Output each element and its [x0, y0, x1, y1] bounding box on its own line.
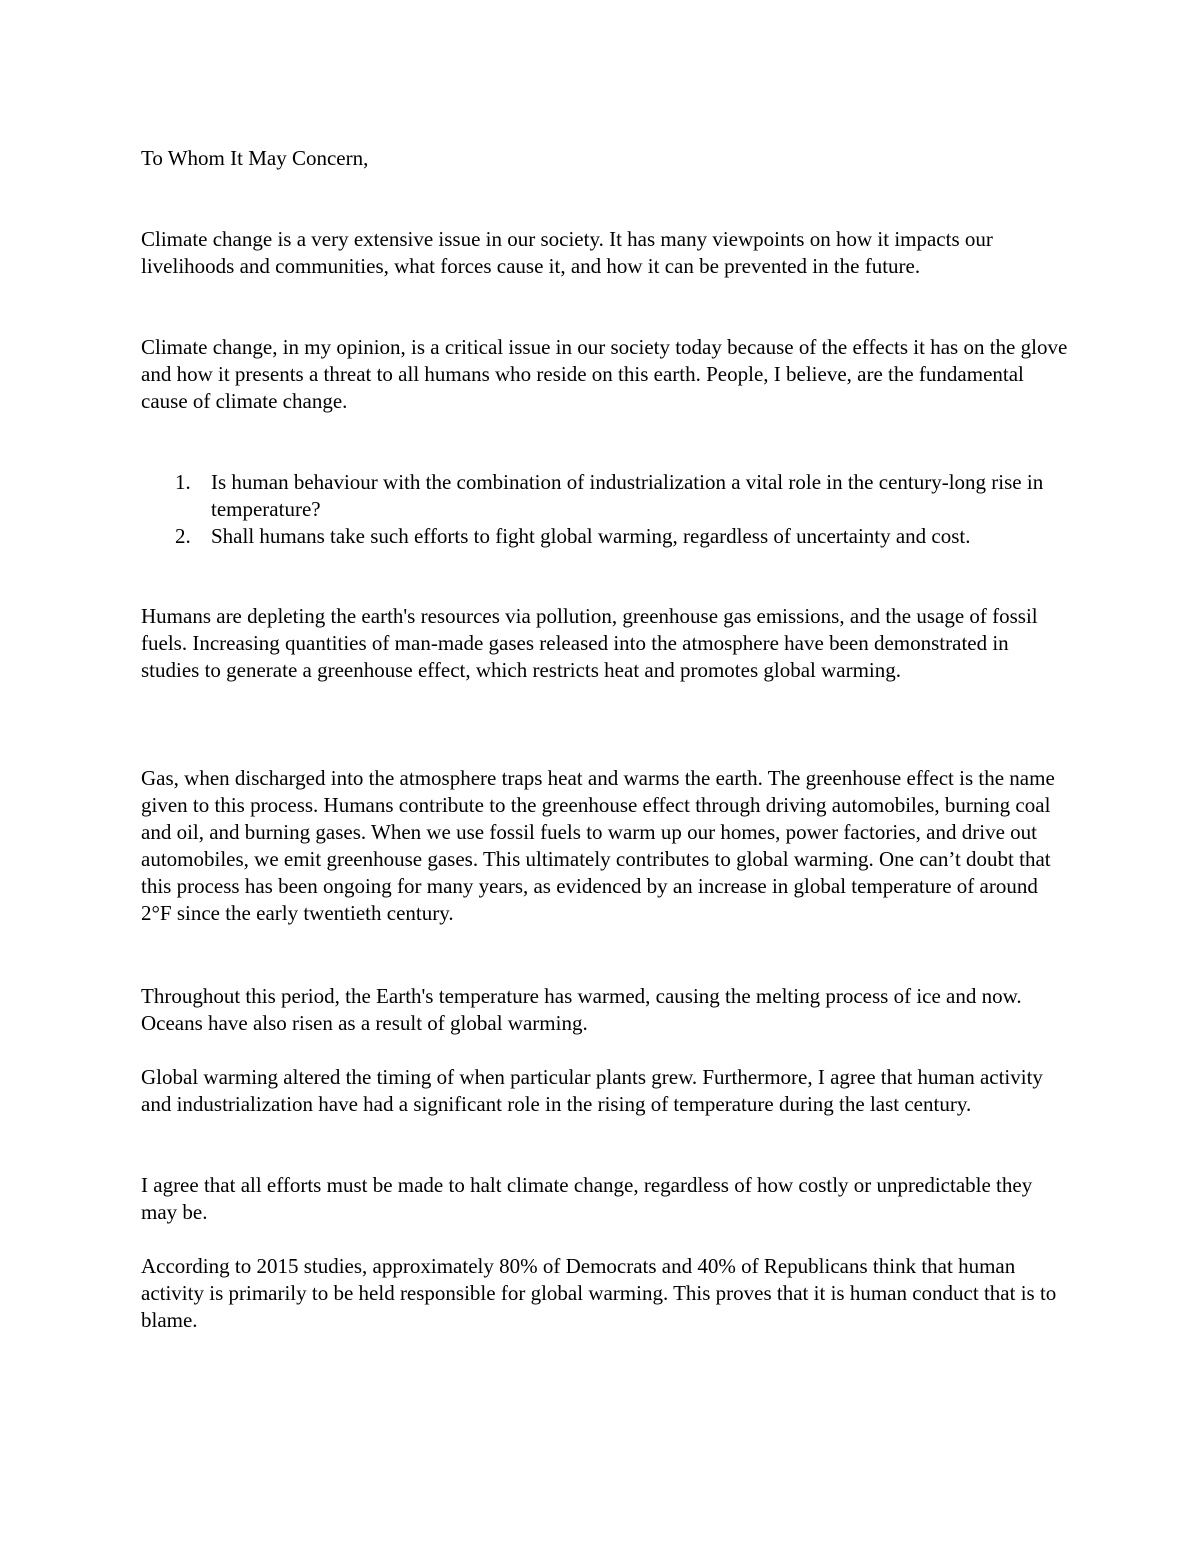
question-list: [141, 469, 1061, 550]
list-item-number: 1.: [175, 470, 191, 494]
salutation: To Whom It May Concern,: [141, 146, 369, 170]
paragraph-opinion: Climate change, in my opinion, is a critical issue in our society today because of the effects it has on the glove and how it presents a threat to all humans who reside on this earth. People, I believe, are the fundamental cause of climate change.: [141, 335, 1068, 413]
paragraph-warming-period: Throughout this period, the Earth's temperature has warmed, causing the melting process of ice and now. Oceans have also risen as a result of global warming.: [141, 984, 1022, 1035]
paragraph-plants: Global warming altered the timing of when particular plants grew. Furthermore, I agree that human activity and industrialization have had a significant role in the rising of temperature during the last century.: [141, 1065, 1043, 1116]
list-item-text: Is human behaviour with the combination of industrialization a vital role in the century-long rise in temperature?: [211, 470, 1044, 521]
paragraph-studies: According to 2015 studies, approximately 80% of Democrats and 40% of Republicans think that human activity is primarily to be held responsible for global warming. This proves that it is human conduct that is to blame.: [141, 1254, 1057, 1332]
list-item: [141, 523, 1061, 550]
list-item: [141, 469, 1061, 523]
list-item-number: 2.: [175, 524, 191, 548]
paragraph-intro: Climate change is a very extensive issue in our society. It has many viewpoints on how it impacts our livelihoods and communities, what forces cause it, and how it can be prevented in the future.: [141, 227, 993, 278]
paragraph-depletion: Humans are depleting the earth's resources via pollution, greenhouse gas emissions, and the usage of fossil fuels. Increasing quantities of man-made gases released into the atmosphere have been demonstrated in studies to generate a greenhouse effect, which restricts heat and promotes global warming.: [141, 604, 1038, 682]
list-item-text: Shall humans take such efforts to fight global warming, regardless of uncertainty and cost.: [211, 524, 971, 548]
paragraph-efforts: I agree that all efforts must be made to halt climate change, regardless of how costly or unpredictable they may be.: [141, 1173, 1033, 1224]
paragraph-greenhouse-effect: Gas, when discharged into the atmosphere traps heat and warms the earth. The greenhouse effect is the name given to this process. Humans contribute to the greenhouse effect through driving automobiles, burning coal and oil, and burning gases. When we use fossil fuels to warm up our homes, power factories, and drive out automobiles, we emit greenhouse gases. This ultimately contributes to global warming. One can’t doubt that this process has been ongoing for many years, as evidenced by an increase in global temperature of around 2°F since the early twentieth century.: [141, 766, 1055, 925]
